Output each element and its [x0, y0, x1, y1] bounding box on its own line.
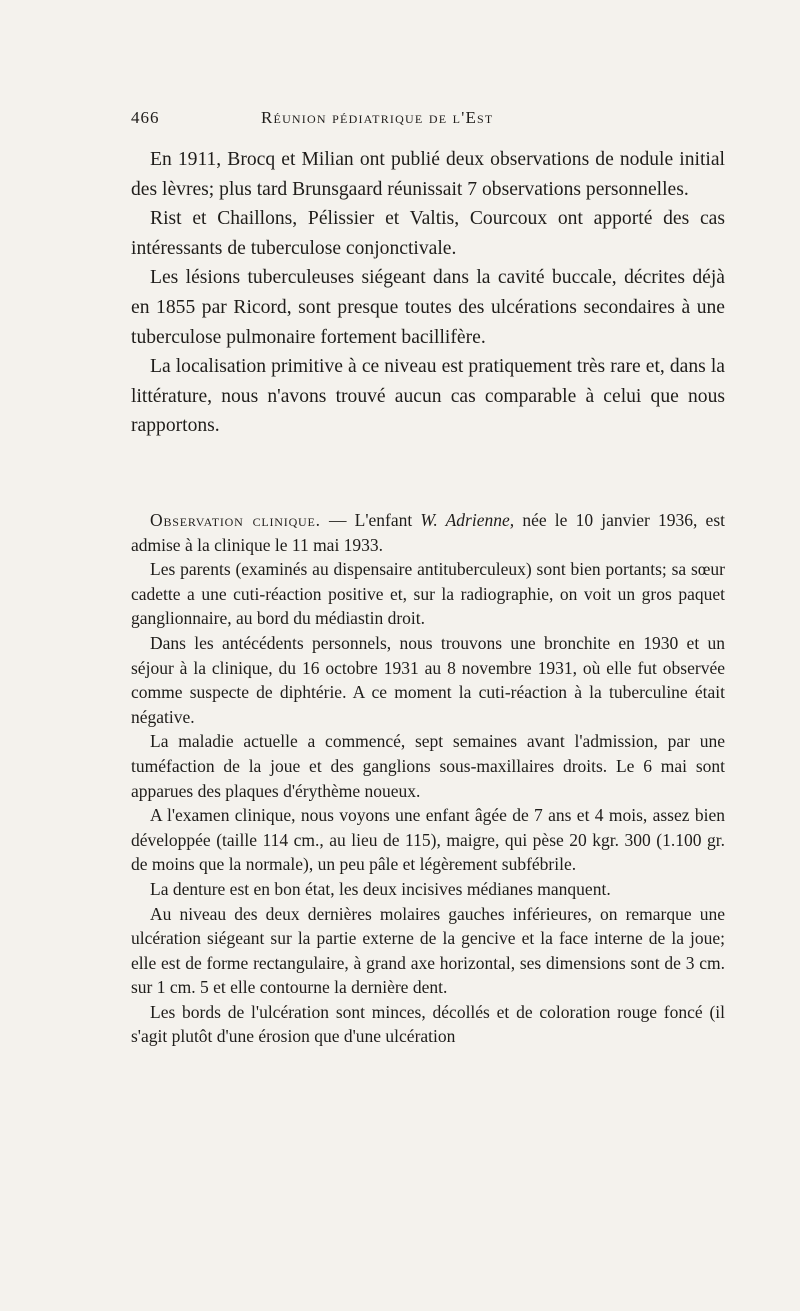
observation-first-sentence: née le 10 janvier 1936, est admise à la clinique le 11 mai 1933.: [131, 510, 725, 555]
clinical-observation-section: [131, 508, 725, 1049]
intro-section: [131, 145, 725, 441]
patient-name: W. Adrienne,: [420, 510, 515, 530]
observation-first-paragraph: [131, 508, 725, 557]
observation-paragraph-6: Au niveau des deux dernières molaires gauches inférieures, on remarque une ulcération siégeant sur la partie externe de la gencive et la face interne de la joue; elle est de forme rectangulaire, à grand axe horizontal, ses dimensions sont de 3 cm. sur 1 cm. 5 et elle contourne la dernière dent.: [131, 903, 725, 998]
observation-dash: —: [328, 510, 347, 530]
observation-paragraph-1: Les parents (examinés au dispensaire antituberculeux) sont bien portants; sa sœur cadette a une cuti-réaction positive et, sur la radiographie, on voit un gros paquet ganglionnaire, au bord du médiastin droit.: [131, 559, 725, 629]
observation-paragraph-7: Les bords de l'ulcération sont minces, décollés et de coloration rouge foncé (il s'agit plutôt d'une érosion que d'une ulcération: [131, 1001, 725, 1047]
running-title: Réunion pédiatrique de l'Est: [261, 108, 494, 127]
observation-paragraph-5: La denture est en bon état, les deux incisives médianes manquent.: [150, 878, 611, 899]
intro-paragraph-4: La localisation primitive à ce niveau est pratiquement très rare et, dans la littérature, nous n'avons trouvé aucun cas comparable à celui que nous rapportons.: [131, 356, 725, 437]
running-head: [131, 108, 725, 138]
observation-lead-text: L'enfant: [354, 510, 413, 530]
intro-paragraph-2: Rist et Chaillons, Pélissier et Valtis, Courcoux ont apporté des cas intéressants de tuberculose conjonctivale.: [131, 208, 725, 259]
observation-heading: Observation clinique.: [150, 510, 321, 530]
page-number: 466: [131, 108, 160, 127]
observation-paragraph-2: Dans les antécédents personnels, nous trouvons une bronchite en 1930 et un séjour à la clinique, du 16 octobre 1931 au 8 novembre 1931, où elle fut observée comme suspecte de diphtérie. A ce moment la cuti-réaction à la tuberculine était négative.: [131, 632, 725, 727]
intro-paragraph-3: Les lésions tuberculeuses siégeant dans la cavité buccale, décrites déjà en 1855 par Ricord, sont presque toutes des ulcérations secondaires à une tuberculose pulmonaire fortement bacillifère.: [131, 267, 725, 348]
observation-paragraph-4: A l'examen clinique, nous voyons une enfant âgée de 7 ans et 4 mois, assez bien développée (taille 114 cm., au lieu de 115), maigre, qui pèse 20 kgr. 300 (1.100 gr. de moins que la normale), un peu pâle et légèrement subfébrile.: [131, 805, 725, 875]
observation-paragraph-3: La maladie actuelle a commencé, sept semaines avant l'admission, par une tuméfaction de la joue et des ganglions sous-maxillaires droits. Le 6 mai sont apparues des plaques d'érythème noueux.: [131, 731, 725, 801]
intro-paragraph-1: En 1911, Brocq et Milian ont publié deux observations de nodule initial des lèvres; plus tard Brunsgaard réunissait 7 observations personnelles.: [131, 149, 725, 200]
